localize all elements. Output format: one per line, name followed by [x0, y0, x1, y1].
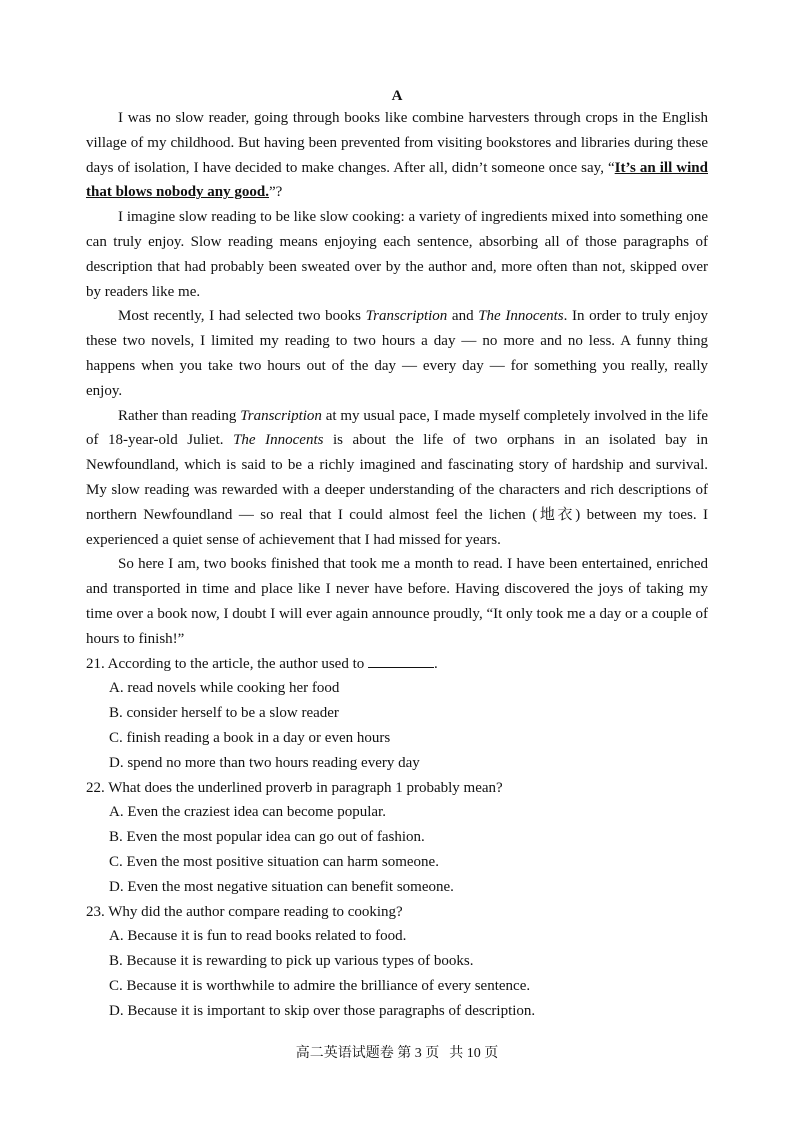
question-stem-text: 21. According to the article, the author used to	[86, 655, 369, 672]
answer-blank	[368, 653, 434, 668]
paragraph-4-text-b: at my usual pace, I made myself completely involved in the life of 18-year-old Juliet.	[86, 407, 708, 449]
option-b: B. Because it is rewarding to pick up various types of books.	[109, 953, 474, 970]
book-title-innocents: The Innocents	[478, 308, 564, 325]
paragraph-3	[86, 304, 708, 403]
option-a: A. Even the craziest idea can become popular.	[109, 804, 386, 821]
paragraph-1	[86, 106, 708, 205]
option-b: B. consider herself to be a slow reader	[109, 705, 339, 722]
passage-title: A	[391, 88, 403, 104]
page-footer	[0, 1042, 794, 1062]
paragraph-1-text: I was no slow reader, going through books like combine harvesters through crops in the English village of my childhood. But having been prevented from visiting bookstores and libraries during these days of isolation, I have decided to make changes. After all, didn’t someone once say, “	[86, 110, 708, 176]
book-title-transcription: Transcription	[365, 308, 448, 325]
question-stem: 23. Why did the author compare reading to cooking?	[86, 903, 403, 920]
book-title-innocents: The Innocents	[233, 432, 324, 449]
option-a: A. read novels while cooking her food	[109, 680, 340, 697]
page-number: 高二英语试题卷 第 3 页	[295, 1046, 440, 1061]
paragraph-4	[86, 404, 708, 553]
option-c: C. Because it is worthwhile to admire the brilliance of every sentence.	[109, 977, 531, 994]
underlined-proverb: It’s an ill wind that blows nobody any good.	[86, 159, 708, 201]
option-a: A. Because it is fun to read books related to food.	[109, 928, 407, 945]
book-title-transcription: Transcription	[240, 407, 322, 424]
question-22	[86, 776, 708, 900]
option-c: C. finish reading a book in a day or even hours	[109, 729, 391, 746]
option-d: D. Even the most negative situation can benefit someone.	[109, 878, 454, 895]
question-stem: 22. What does the underlined proverb in paragraph 1 probably mean?	[86, 779, 503, 796]
paragraph-3-text-b: and	[447, 308, 479, 325]
question-stem-end: .	[434, 655, 438, 672]
paragraph-4-text-a: Rather than reading	[118, 407, 241, 424]
option-d: D. spend no more than two hours reading every day	[109, 754, 420, 771]
question-stem	[86, 652, 708, 677]
paragraph-5: So here I am, two books finished that took me a month to read. I have been entertained, enriched and transported in time and place like I never have before. Having discovered the joys of taking my time over a book now, I doubt I will ever again announce proudly, “It only took me a day or a couple of hours to finish!”	[86, 556, 708, 647]
paragraph-2: I imagine slow reading to be like slow cooking: a variety of ingredients mixed into something one can truly enjoy. Slow reading means enjoying each sentence, absorbing all of those paragraphs of description that had probably been sweated over by the author and, more often than not, skipped over by readers like me.	[86, 209, 708, 300]
paragraph-3-text-a: Most recently, I had selected two books	[118, 308, 366, 325]
paragraph-4-text-c: is about the life of two orphans in an isolated bay in Newfoundland, which is said to be a richly imagined and fascinating story of hardship and survival. My slow reading was rewarded with a deeper understanding of the characters and rich descriptions of northern Newfoundland — so real that I could almost feel the lichen (地衣) between my toes. I experienced a quiet sense of achievement that I had missed for years.	[86, 432, 708, 548]
total-pages: 共 10 页	[449, 1046, 499, 1061]
question-23	[86, 900, 708, 1024]
paragraph-3-text-c: . In order to truly enjoy these two novels, I limited my reading to two hours a day — no more and no less. A funny thing happens when you take two hours out of the day — every day — for something you really, really enjoy.	[86, 308, 708, 399]
paragraph-1-end: ”?	[268, 184, 283, 201]
question-21	[86, 652, 708, 776]
option-c: C. Even the most positive situation can harm someone.	[109, 853, 439, 870]
option-d: D. Because it is important to skip over those paragraphs of description.	[109, 1002, 536, 1019]
exam-page	[86, 86, 708, 1023]
option-b: B. Even the most popular idea can go out of fashion.	[109, 829, 425, 846]
